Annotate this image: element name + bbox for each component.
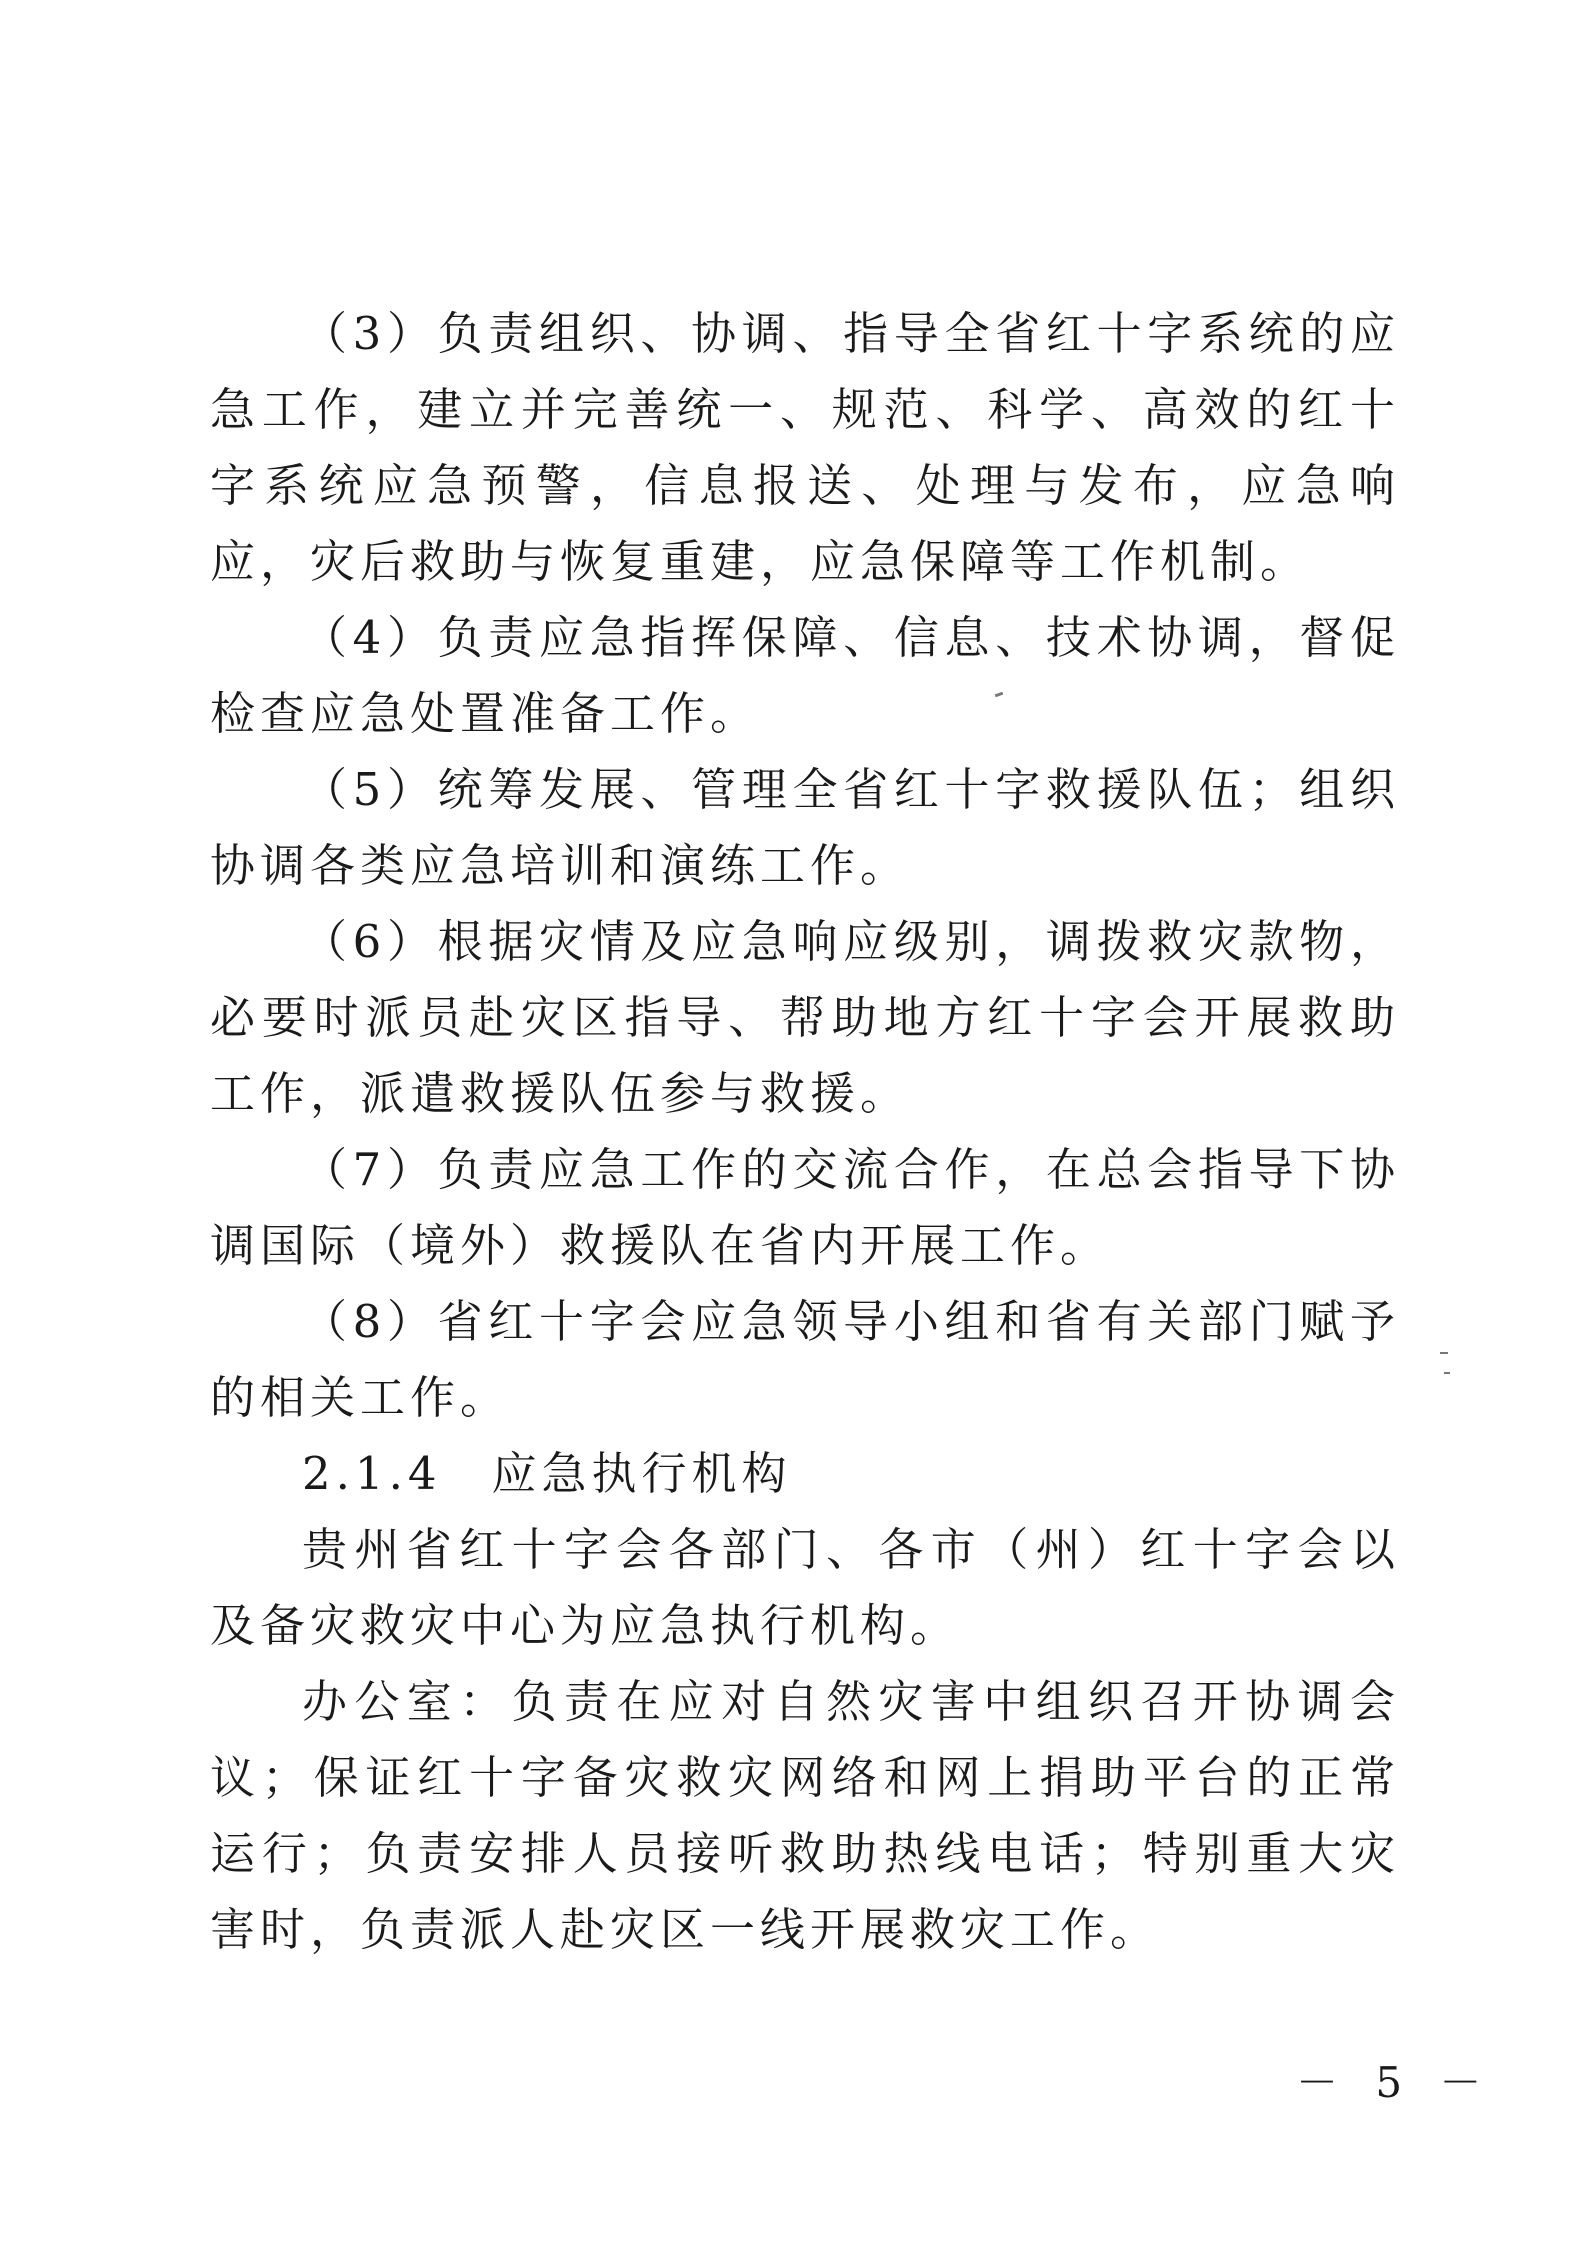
scan-speck [1440, 1352, 1448, 1354]
body-text [210, 296, 1400, 1968]
paragraph-7: （7）负责应急工作的交流合作，在总会指导下协调国际（境外）救援队在省内开展工作。 [210, 1143, 1400, 1272]
paragraph-8: （8）省红十字会应急领导小组和省有关部门赋予的相关工作。 [210, 1295, 1400, 1424]
page-number: － 5 － [1296, 2058, 1494, 2107]
paragraph-6: （6）根据灾情及应急响应级别，调拨救灾款物，必要时派员赴灾区指导、帮助地方红十字会开展救助工作，派遣救援队伍参与救援。 [210, 915, 1400, 1120]
paragraph-4: （4）负责应急指挥保障、信息、技术协调，督促检查应急处置准备工作。 [210, 611, 1400, 740]
paragraph-5: （5）统筹发展、管理全省红十字救援队伍；组织协调各类应急培训和演练工作。 [210, 763, 1400, 892]
paragraph-execution-agencies: 贵州省红十字会各部门、各市（州）红十字会以及备灾救灾中心为应急执行机构。 [210, 1523, 1400, 1652]
scan-speck [1444, 1372, 1450, 1374]
section-heading-2-1-4: 2.1.4 应急执行机构 [302, 1447, 792, 1500]
paragraph-office-duties: 办公室：负责在应对自然灾害中组织召开协调会议；保证红十字备灾救灾网络和网上捐助平台的正常运行；负责安排人员接听救助热线电话；特别重大灾害时，负责派人赴灾区一线开展救灾工作。 [210, 1675, 1400, 1956]
paragraph-3: （3）负责组织、协调、指导全省红十字系统的应急工作，建立并完善统一、规范、科学、高效的红十字系统应急预警，信息报送、处理与发布，应急响应，灾后救助与恢复重建，应急保障等工作机制。 [210, 307, 1400, 588]
